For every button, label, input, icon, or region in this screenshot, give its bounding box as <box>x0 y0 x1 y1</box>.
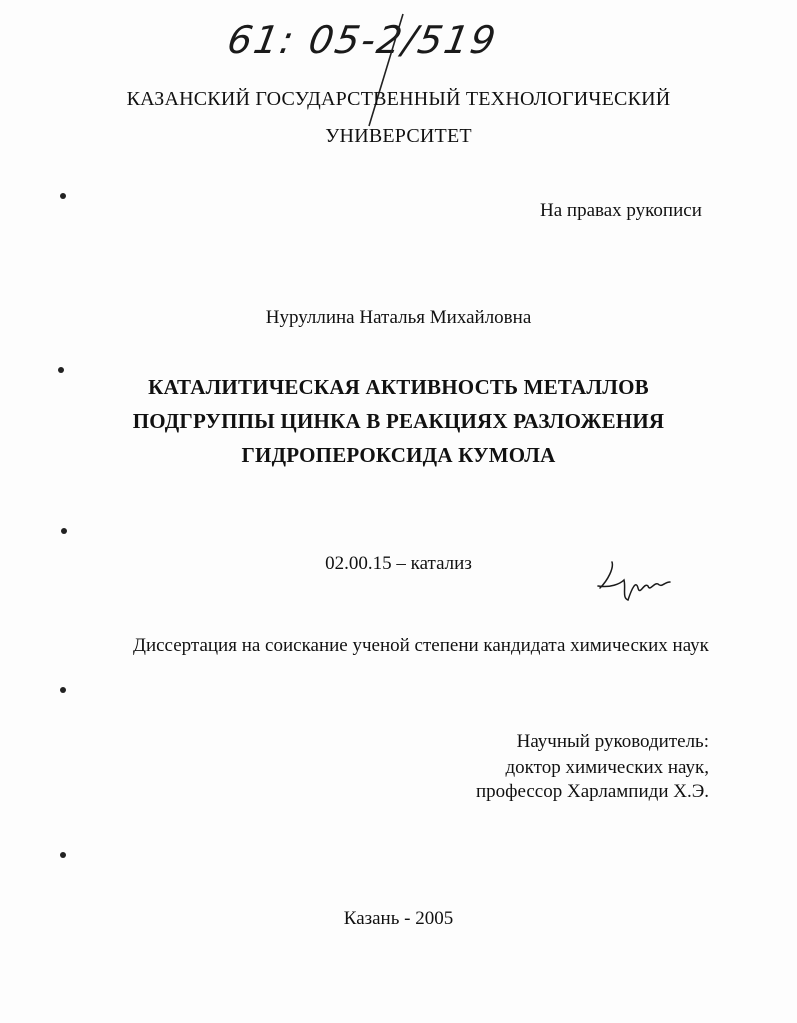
binding-hole-mark <box>58 367 64 373</box>
binding-hole-mark <box>61 528 67 534</box>
handwritten-signature <box>592 558 682 608</box>
university-name-line1: КАЗАНСКИЙ ГОСУДАРСТВЕННЫЙ ТЕХНОЛОГИЧЕСКИЙ <box>126 88 671 110</box>
thesis-title-line3: ГИДРОПЕРОКСИДА КУМОЛА <box>241 443 556 467</box>
specialty-code: 02.00.15 – катализ <box>325 553 472 574</box>
manuscript-rights-note: На правах рукописи <box>540 200 702 221</box>
handwritten-catalog-number: 61: 05-2/519 <box>224 18 501 62</box>
binding-hole-mark <box>60 193 66 199</box>
dissertation-statement: Диссертация на соискание ученой степени кандидата химических наук <box>133 635 709 656</box>
handwritten-slash-mark <box>355 10 415 130</box>
university-name-line2: УНИВЕРСИТЕТ <box>325 125 472 147</box>
thesis-title-line1: КАТАЛИТИЧЕСКАЯ АКТИВНОСТЬ МЕТАЛЛОВ <box>148 375 649 399</box>
supervisor-name: профессор Харлампиди Х.Э. <box>475 781 709 802</box>
supervisor-label: Научный руководитель: <box>516 731 709 752</box>
binding-hole-mark <box>60 687 66 693</box>
binding-hole-mark <box>60 852 66 858</box>
thesis-title-line2: ПОДГРУППЫ ЦИНКА В РЕАКЦИЯХ РАЗЛОЖЕНИЯ <box>132 409 665 433</box>
author-name: Нуруллина Наталья Михайловна <box>265 307 532 328</box>
city-year-footer: Казань - 2005 <box>343 908 454 929</box>
supervisor-degree: доктор химических наук, <box>505 757 709 778</box>
